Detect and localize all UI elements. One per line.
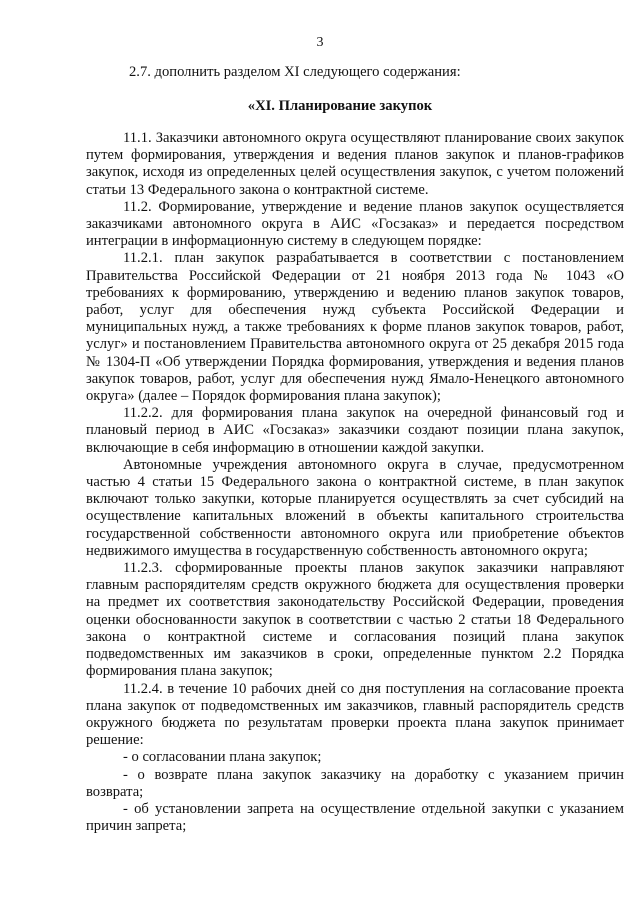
paragraph-11-1: 11.1. Заказчики автономного округа осуществляют планирование своих закупок путем формирования, утверждения и ведения планов закупок и планов-графиков закупок, исходя из определенных целей осуществления закупок, с учетом положений статьи 13 Федерального закона о контрактной системе. <box>86 130 624 198</box>
paragraph-11-2-4: 11.2.4. в течение 10 рабочих дней со дня поступления на согласование проекта плана закупок от подведомственных им заказчиков, главный распорядитель средств окружного бюджета по результатам проверки проекта плана закупок принимает решение: <box>86 680 624 749</box>
list-item: - об установлении запрета на осуществление отдельной закупки с указанием причин запрета; <box>86 800 624 835</box>
paragraph-11-2: 11.2. Формирование, утверждение и ведение планов закупок осуществляется заказчиками автономного округа в АИС «Госзаказ» и передается посредством интеграции в информационную систему в следующем порядке: <box>86 198 624 250</box>
paragraph-11-2-1: 11.2.1. план закупок разрабатывается в соответствии с постановлением Правительства Российской Федерации от 21 ноября 2013 года № 1043 «О требованиях к формированию, утверждению и ведению планов закупок товаров, работ, услуг для обеспечения нужд субъекта Российской Федерации и муниципальных нужд, а также требованиях к форме планов закупок товаров, работ, услуг» и постановлением Правительства автономного округа от 25 декабря 2015 года № 1304-П «Об утверждении Порядка формирования, утверждения и ведения планов закупок товаров, работ, услуг для обеспечения нужд Ямало-Ненецкого автономного округа» (далее – Порядок формирования плана закупок); <box>86 250 624 405</box>
list-item: - о согласовании плана закупок; <box>123 749 322 766</box>
page-number: 3 <box>316 35 324 50</box>
intro-line: 2.7. дополнить разделом XI следующего содержания: <box>129 64 461 80</box>
document-body <box>86 130 624 835</box>
paragraph-11-2-3: 11.2.3. сформированные проекты планов закупок заказчики направляют главным распорядителям средств окружного бюджета для осуществления проверки на предмет их соответствия законодательству Российской Федерации, проведения оценки обоснованности закупок в соответствии с частью 2 статьи 18 Федерального закона о контрактной системе и согласования позиций плана закупок подведомственных им заказчиков в сроки, определенные пунктом 2.2 Порядка формирования плана закупок; <box>86 560 624 680</box>
paragraph-autonomous-institutions: Автономные учреждения автономного округа в случае, предусмотренном частью 4 статьи 15 Федерального закона о контрактной системе, в план закупок включают только закупки, которые планируется осуществлять за счет субсидий на осуществление капитальных вложений в объекты капитального строительства государственной собственности автономного округа или приобретение объектов недвижимого имущества в государственную собственность автономного округа; <box>86 456 624 559</box>
list-item: - о возврате плана закупок заказчику на доработку с указанием причин возврата; <box>86 766 624 800</box>
paragraph-11-2-2: 11.2.2. для формирования плана закупок на очередной финансовый год и плановый период в АИС «Госзаказ» заказчики создают позиции плана закупок, включающие в себя информацию в отношении каждой закупки. <box>86 405 624 456</box>
section-heading: «XI. Планирование закупок <box>247 98 433 114</box>
